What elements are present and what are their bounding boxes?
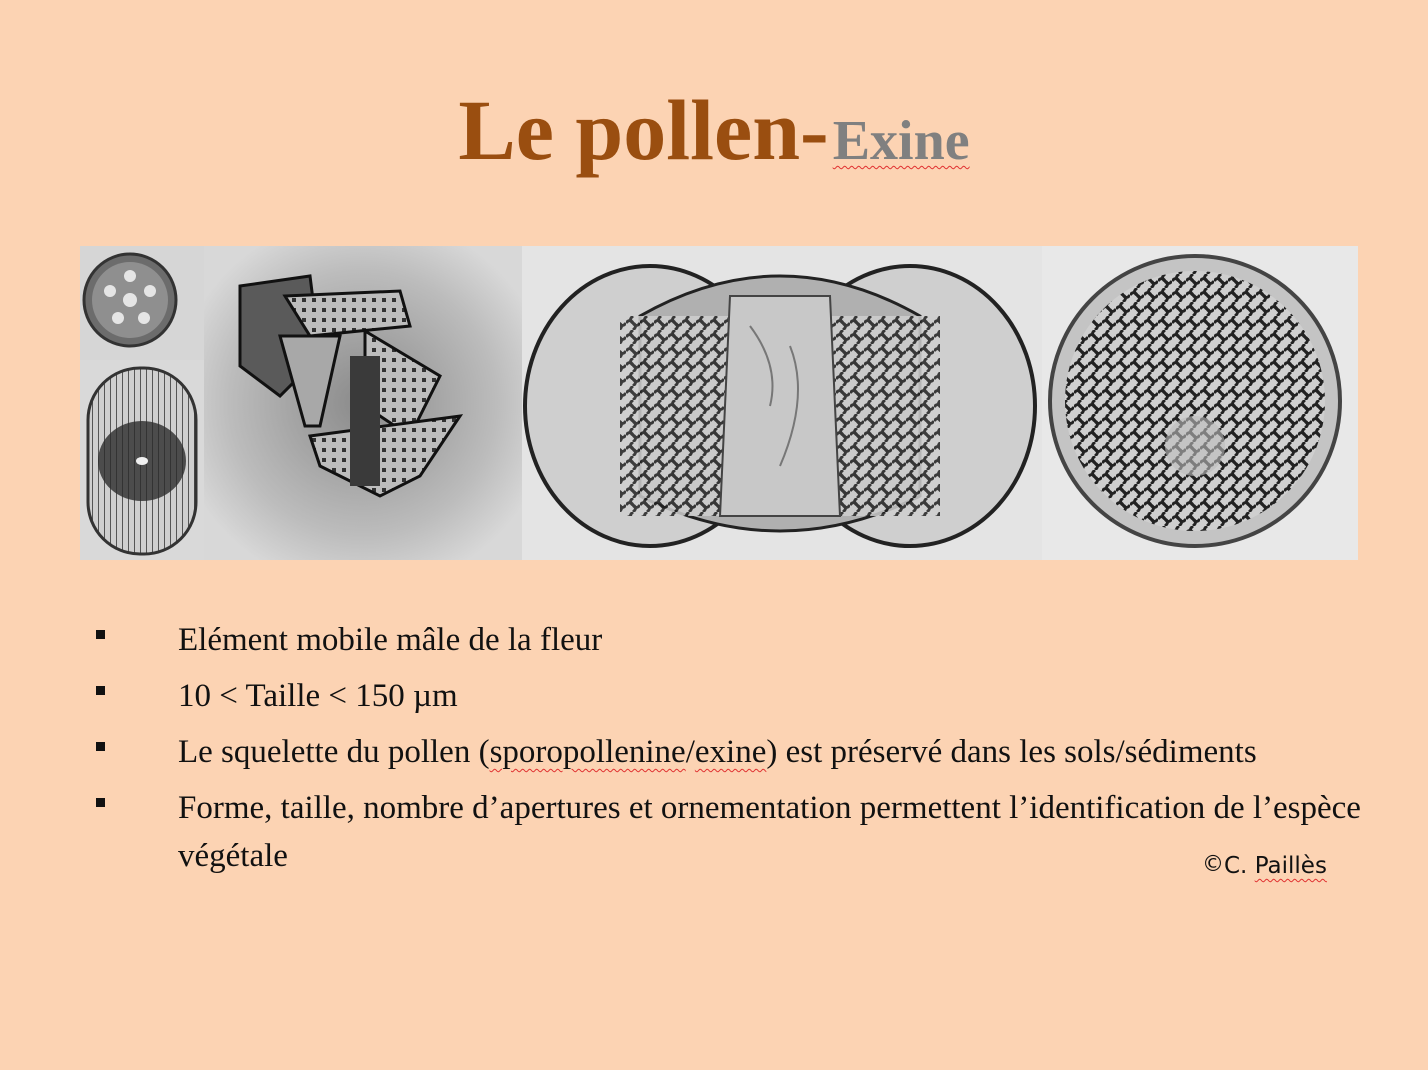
pollen-grain-oval bbox=[80, 360, 210, 560]
bullet-square-icon bbox=[96, 798, 105, 807]
bullet-square-icon bbox=[96, 630, 105, 639]
title-main: Le pollen- bbox=[458, 82, 829, 178]
slide-title bbox=[0, 80, 1428, 180]
pollen-image-strip bbox=[80, 246, 1358, 560]
term-sporopollenine: sporopollenine bbox=[489, 734, 686, 770]
bullet-text-prefix: Le squelette du pollen ( bbox=[178, 734, 490, 770]
term-separator: / bbox=[685, 734, 695, 770]
pollen-grain-small-round bbox=[80, 246, 204, 360]
bullet-square-icon bbox=[96, 686, 105, 695]
credit-prefix: C. bbox=[1224, 853, 1255, 879]
credit-name: Paillès bbox=[1254, 853, 1327, 879]
copyright-icon: © bbox=[1202, 852, 1224, 877]
bullet-list bbox=[92, 616, 1392, 888]
bullet-text: Forme, taille, nombre d’apertures et ornementation permettent l’identification de l’espèce végétale bbox=[178, 790, 1361, 874]
title-subtitle: Exine bbox=[832, 110, 970, 172]
pollen-grain-bisaccate bbox=[522, 246, 1042, 560]
list-item bbox=[92, 784, 1392, 880]
bullet-text: Elément mobile mâle de la fleur bbox=[178, 622, 603, 658]
term-exine: exine bbox=[694, 734, 767, 770]
bullet-text: 10 < Taille < 150 µm bbox=[178, 678, 458, 714]
bullet-text-suffix: ) est préservé dans les sols/sédiments bbox=[766, 734, 1257, 770]
pollen-grain-reticulate bbox=[1042, 246, 1358, 560]
pollen-grain-tetrad bbox=[204, 246, 522, 560]
bullet-square-icon bbox=[96, 742, 105, 751]
list-item bbox=[92, 616, 1392, 664]
list-item bbox=[92, 728, 1392, 776]
copyright-credit bbox=[1202, 852, 1327, 879]
list-item bbox=[92, 672, 1392, 720]
